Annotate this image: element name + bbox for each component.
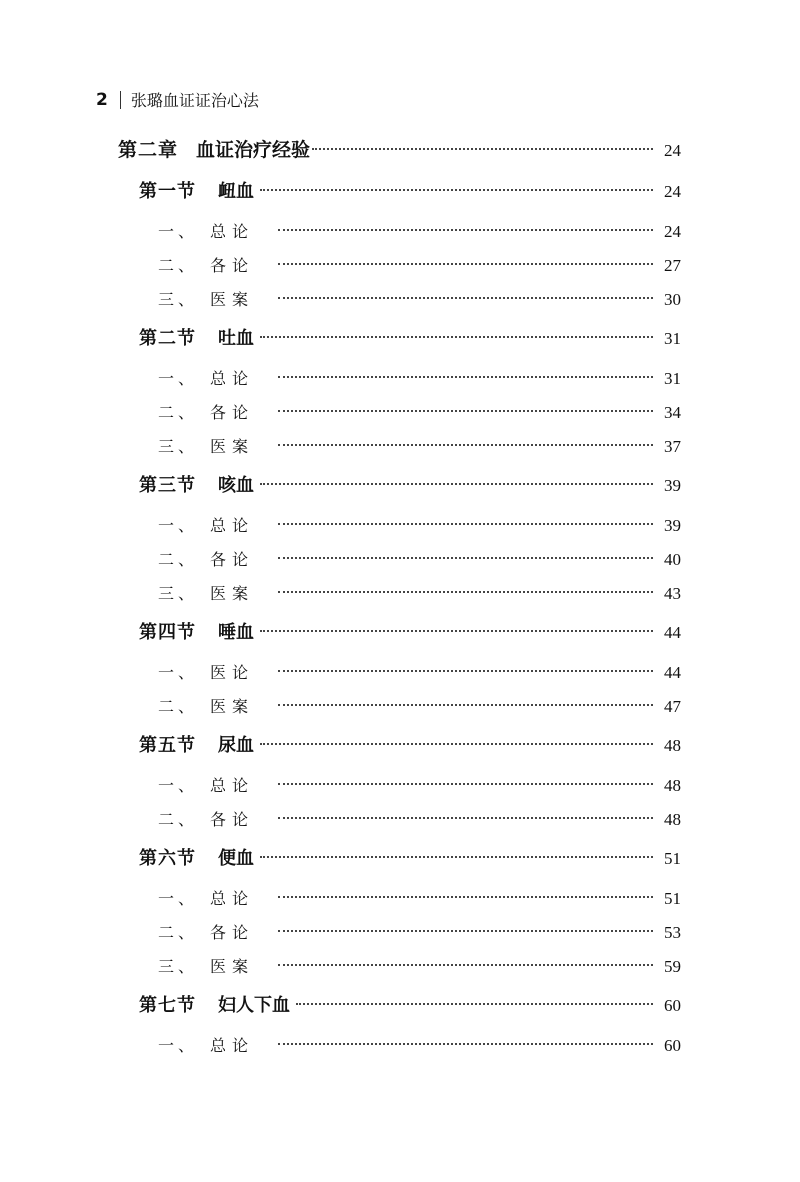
item-page: 51 [664, 889, 681, 908]
toc-chapter[interactable] [118, 133, 681, 167]
item-number: 三、 [158, 290, 199, 309]
section-number: 第五节 [139, 735, 196, 756]
section-page: 31 [664, 329, 681, 348]
item-title: 总论 [210, 889, 255, 908]
item-page: 39 [664, 516, 681, 535]
dot-leader [260, 336, 653, 338]
section-page: 44 [664, 623, 681, 642]
dot-leader [278, 930, 653, 932]
dot-leader [296, 1003, 653, 1005]
section-page: 39 [664, 476, 681, 495]
dot-leader [260, 856, 653, 858]
chapter-number: 第二章 [118, 139, 179, 161]
section-page: 48 [664, 736, 681, 755]
toc-item[interactable] [158, 283, 681, 317]
toc-item[interactable] [158, 882, 681, 916]
section-number: 第二节 [139, 328, 196, 349]
item-page: 43 [664, 584, 681, 603]
item-title: 总论 [210, 516, 255, 535]
item-number: 一、 [158, 222, 199, 241]
section-title: 妇人下血 [218, 995, 290, 1016]
toc-section[interactable] [139, 989, 681, 1023]
section-page: 24 [664, 182, 681, 201]
item-title: 医论 [210, 663, 255, 682]
toc-item[interactable] [158, 950, 681, 984]
item-number: 一、 [158, 369, 199, 388]
toc-item[interactable] [158, 430, 681, 464]
item-title: 各论 [210, 550, 255, 569]
item-title: 各论 [210, 810, 255, 829]
dot-leader [278, 1043, 653, 1045]
section-title: 吐血 [218, 328, 254, 349]
item-number: 二、 [158, 550, 199, 569]
item-title: 医案 [210, 697, 255, 716]
book-title: 张璐血证证治心法 [130, 91, 259, 110]
section-page: 60 [664, 996, 681, 1015]
toc-item[interactable] [158, 543, 681, 577]
dot-leader [278, 376, 653, 378]
item-number: 二、 [158, 403, 199, 422]
section-title: 衄血 [218, 181, 254, 202]
toc-item[interactable] [158, 1029, 681, 1063]
item-number: 三、 [158, 437, 199, 456]
item-page: 27 [664, 256, 681, 275]
section-number: 第七节 [139, 995, 196, 1016]
item-number: 一、 [158, 663, 199, 682]
dot-leader [260, 743, 653, 745]
item-title: 医案 [210, 437, 255, 456]
chapter-page: 24 [664, 141, 681, 160]
dot-leader [278, 670, 653, 672]
dot-leader [278, 817, 653, 819]
section-number: 第六节 [139, 848, 196, 869]
item-title: 各论 [210, 923, 255, 942]
item-number: 二、 [158, 697, 199, 716]
item-page: 31 [664, 369, 681, 388]
dot-leader [278, 263, 653, 265]
item-page: 37 [664, 437, 681, 456]
item-title: 医案 [210, 957, 255, 976]
item-page: 48 [664, 776, 681, 795]
item-number: 一、 [158, 889, 199, 908]
section-number: 第三节 [139, 475, 196, 496]
toc-section[interactable] [139, 469, 681, 503]
dot-leader [278, 229, 653, 231]
dot-leader [278, 896, 653, 898]
item-title: 总论 [210, 222, 255, 241]
chapter-title: 血证治疗经验 [196, 139, 311, 161]
item-page: 40 [664, 550, 681, 569]
dot-leader [278, 297, 653, 299]
item-title: 医案 [210, 290, 255, 309]
section-page: 51 [664, 849, 681, 868]
toc-item[interactable] [158, 656, 681, 690]
toc-item[interactable] [158, 362, 681, 396]
item-number: 一、 [158, 776, 199, 795]
item-page: 59 [664, 957, 681, 976]
toc-item[interactable] [158, 215, 681, 249]
item-page: 44 [664, 663, 681, 682]
dot-leader [278, 557, 653, 559]
toc-item[interactable] [158, 509, 681, 543]
header-divider [120, 91, 121, 109]
toc-section[interactable] [139, 616, 681, 650]
dot-leader [278, 964, 653, 966]
item-number: 二、 [158, 923, 199, 942]
toc-item[interactable] [158, 769, 681, 803]
item-title: 医案 [210, 584, 255, 603]
toc-item[interactable] [158, 916, 681, 950]
item-title: 总论 [210, 1036, 255, 1055]
running-header [96, 88, 259, 111]
dot-leader [260, 630, 653, 632]
item-title: 各论 [210, 403, 255, 422]
item-page: 24 [664, 222, 681, 241]
toc-item[interactable] [158, 690, 681, 724]
item-number: 一、 [158, 1036, 199, 1055]
item-number: 三、 [158, 584, 199, 603]
toc-section[interactable] [139, 175, 681, 209]
toc-item[interactable] [158, 577, 681, 611]
section-number: 第一节 [139, 181, 196, 202]
section-title: 便血 [218, 848, 254, 869]
item-title: 各论 [210, 256, 255, 275]
item-number: 一、 [158, 516, 199, 535]
dot-leader [278, 410, 653, 412]
section-number: 第四节 [139, 622, 196, 643]
dot-leader [278, 704, 653, 706]
toc-section[interactable] [139, 729, 681, 763]
dot-leader [278, 783, 653, 785]
item-page: 34 [664, 403, 681, 422]
toc-section[interactable] [139, 842, 681, 876]
item-title: 总论 [210, 776, 255, 795]
item-page: 53 [664, 923, 681, 942]
dot-leader [278, 444, 653, 446]
toc-section[interactable] [139, 322, 681, 356]
item-page: 48 [664, 810, 681, 829]
item-number: 二、 [158, 810, 199, 829]
dot-leader [278, 523, 653, 525]
toc-item[interactable] [158, 249, 681, 283]
dot-leader [278, 591, 653, 593]
page-number: 2 [96, 89, 108, 110]
item-number: 三、 [158, 957, 199, 976]
dot-leader [260, 189, 653, 191]
toc-item[interactable] [158, 803, 681, 837]
section-title: 咳血 [218, 475, 254, 496]
item-page: 60 [664, 1036, 681, 1055]
dot-leader [312, 148, 653, 150]
dot-leader [260, 483, 653, 485]
item-number: 二、 [158, 256, 199, 275]
section-title: 尿血 [218, 735, 254, 756]
item-page: 47 [664, 697, 681, 716]
section-title: 唾血 [218, 622, 254, 643]
toc-item[interactable] [158, 396, 681, 430]
item-title: 总论 [210, 369, 255, 388]
item-page: 30 [664, 290, 681, 309]
